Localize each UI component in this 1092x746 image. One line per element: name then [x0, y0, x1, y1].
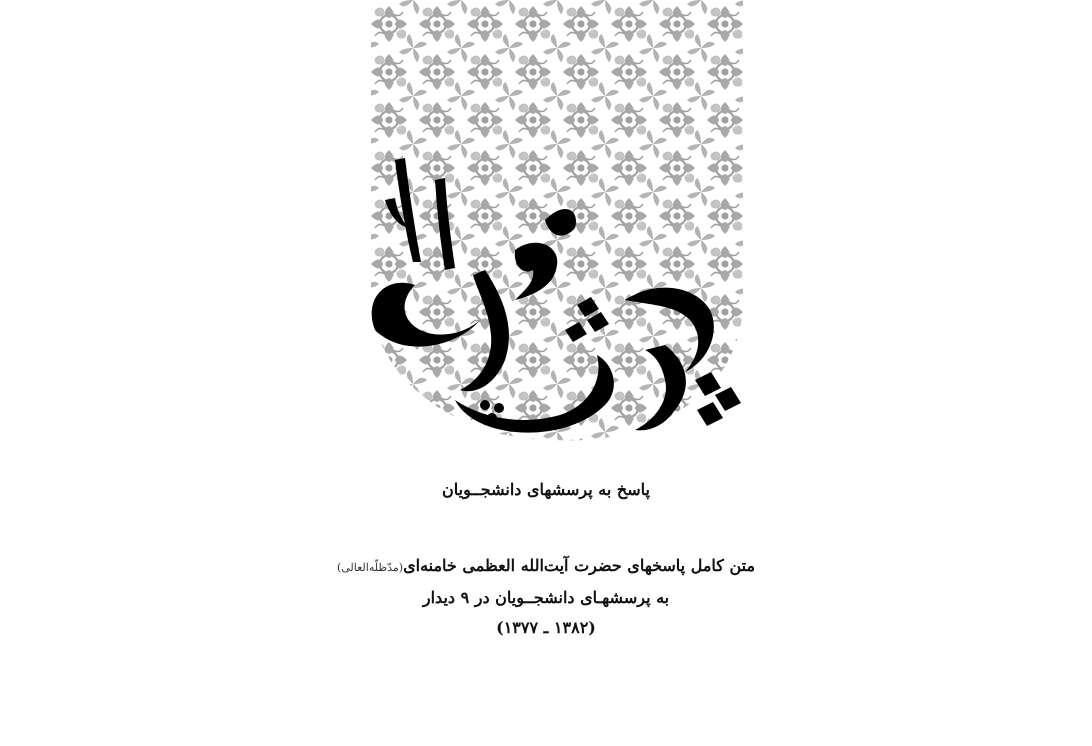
description-main-text: متن کامل پاسخهای حضرت آیت‌الله العظمی خامنه‌ای [403, 556, 756, 575]
book-subtitle: پاسخ به پرسشهای دانشجــویان [442, 480, 650, 499]
description-years: (۱۳۸۲ ـ ۱۳۷۷) [496, 618, 596, 637]
description-line-1 [0, 551, 1092, 583]
honorific-text: (مدّظلّه‌العالی) [336, 561, 404, 574]
description-line-2: به پرسشهـای دانشجــویان در ۹ دیدار [422, 588, 670, 607]
book-description [0, 551, 1092, 643]
cover-ornament-illustration [365, 0, 749, 445]
